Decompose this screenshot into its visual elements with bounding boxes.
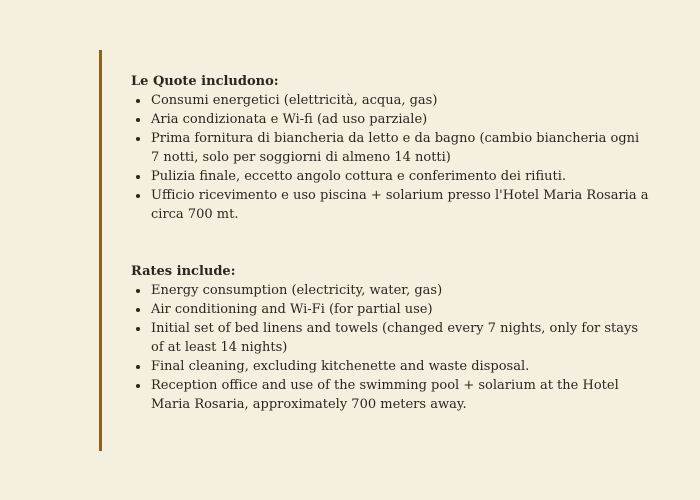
rates-content xyxy=(131,72,651,414)
list-item: Pulizia finale, eccetto angolo cottura e conferimento dei rifiuti. xyxy=(131,167,651,186)
list-item: Aria condizionata e Wi-fi (ad uso parziale) xyxy=(131,110,651,129)
english-section xyxy=(131,262,651,414)
list-item: Initial set of bed linens and towels (changed every 7 nights, only for stays of at least 14 nights) xyxy=(131,319,651,357)
italian-list xyxy=(131,91,651,224)
list-item: Air conditioning and Wi-Fi (for partial use) xyxy=(131,300,651,319)
list-item: Reception office and use of the swimming pool + solarium at the Hotel Maria Rosaria, approximately 700 meters away. xyxy=(131,376,651,414)
english-list xyxy=(131,281,651,414)
list-item: Final cleaning, excluding kitchenette and waste disposal. xyxy=(131,357,651,376)
list-item: Prima fornitura di biancheria da letto e da bagno (cambio biancheria ogni 7 notti, solo per soggiorni di almeno 14 notti) xyxy=(131,129,651,167)
italian-section xyxy=(131,72,651,224)
list-item: Ufficio ricevimento e uso piscina + solarium presso l'Hotel Maria Rosaria a circa 700 mt. xyxy=(131,186,651,224)
english-heading: Rates include: xyxy=(131,264,236,279)
list-item: Consumi energetici (elettricità, acqua, gas) xyxy=(131,91,651,110)
list-item: Energy consumption (electricity, water, gas) xyxy=(131,281,651,300)
accent-bar xyxy=(99,50,102,451)
italian-heading: Le Quote includono: xyxy=(131,74,279,89)
